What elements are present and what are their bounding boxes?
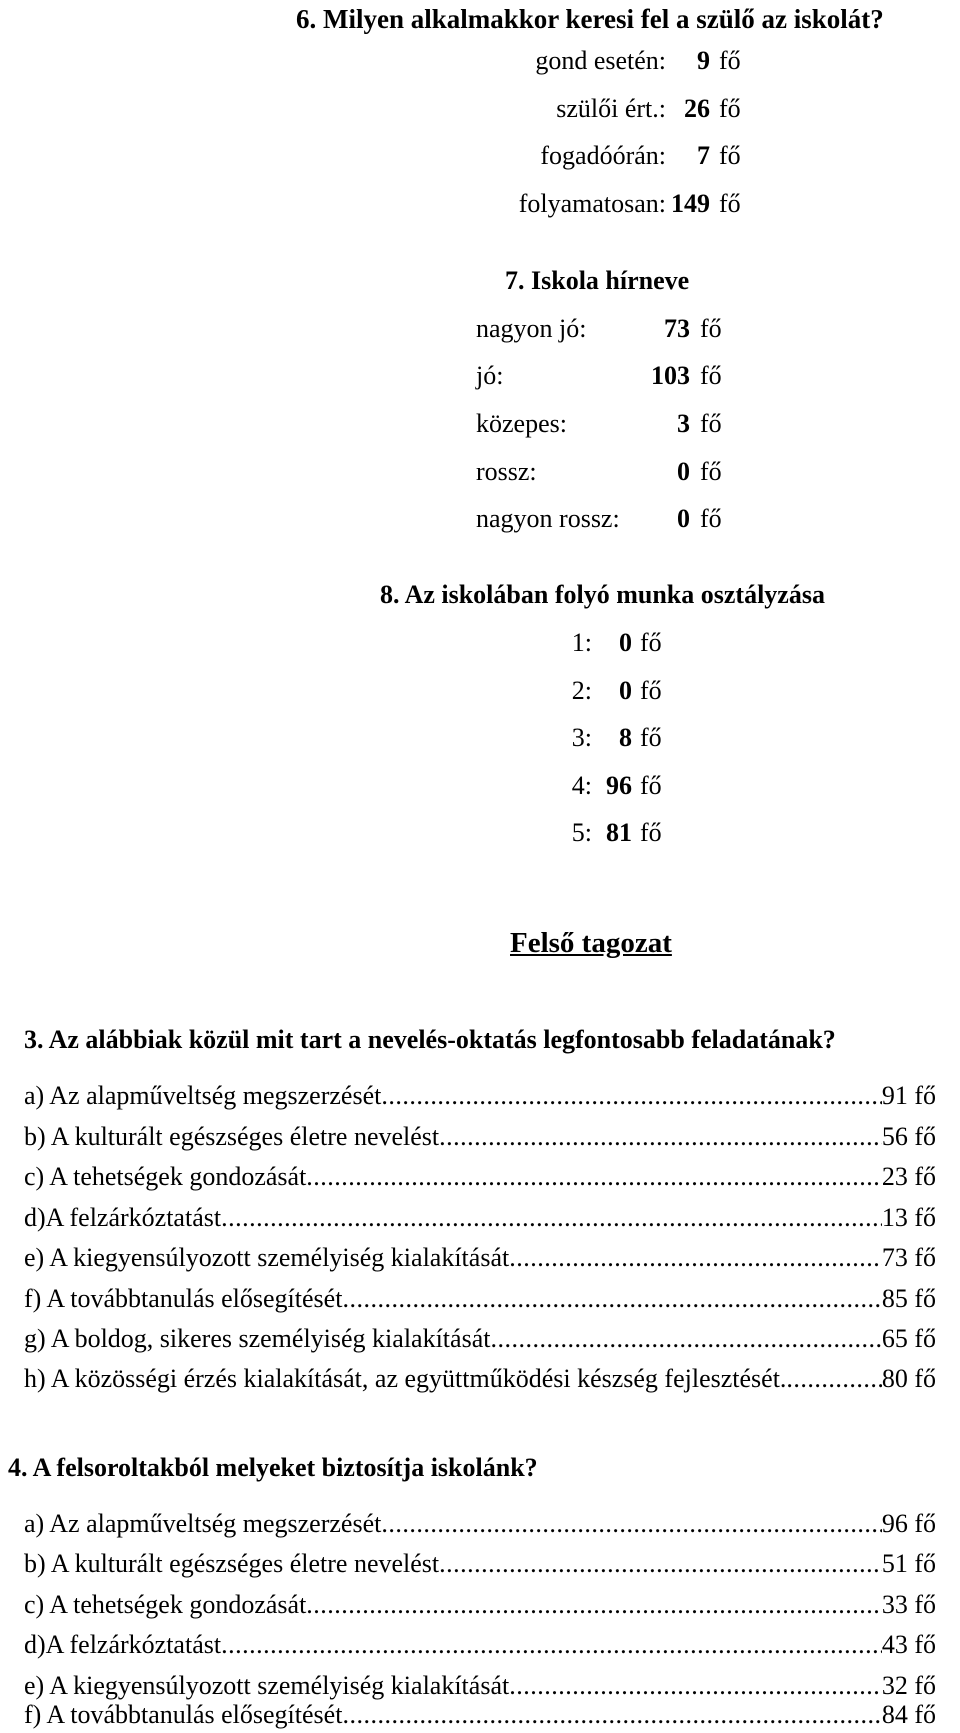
section8-unit: fő <box>640 818 662 847</box>
dot-leader <box>381 1509 881 1539</box>
section8-unit: fő <box>640 723 662 752</box>
q3-item <box>24 1284 936 1314</box>
dot-leader <box>439 1549 882 1579</box>
q3-item <box>24 1162 936 1192</box>
q3-item-value: 91 fő <box>881 1081 936 1110</box>
dot-leader <box>490 1324 881 1354</box>
section7-unit: fő <box>700 361 722 390</box>
q3-item <box>24 1324 936 1354</box>
dot-leader <box>306 1590 882 1620</box>
section6-label: szülői ért.: <box>556 94 666 123</box>
q3-item-label: a) Az alapműveltség megszerzését <box>24 1081 382 1110</box>
section7-unit: fő <box>700 504 722 533</box>
dot-leader <box>221 1203 882 1233</box>
q4-item-label: b) A kulturált egészséges életre nevelést <box>24 1549 440 1578</box>
upper-school-heading: Felső tagozat <box>510 927 672 959</box>
q3-item <box>24 1364 936 1394</box>
q3-item-label: b) A kulturált egészséges életre nevelést <box>24 1122 440 1151</box>
section8-label: 2: <box>571 676 592 705</box>
dot-leader <box>509 1243 882 1273</box>
q4-item <box>24 1590 936 1620</box>
section6-value: 7 <box>697 141 710 170</box>
section8-label: 1: <box>571 628 592 657</box>
section7-value: 3 <box>677 409 690 438</box>
section6-value: 9 <box>697 46 710 75</box>
q3-item-label: g) A boldog, sikeres személyiség kialakítását <box>24 1324 491 1353</box>
section8-title: 8. Az iskolában folyó munka osztályzása <box>380 580 825 609</box>
section7-label: közepes: <box>476 409 567 438</box>
section6-title: 6. Milyen alkalmakkor keresi fel a szülő az iskolát? <box>296 4 884 34</box>
section8-label: 5: <box>571 818 592 847</box>
dot-leader <box>221 1630 882 1660</box>
q3-item-value: 65 fő <box>881 1324 936 1353</box>
q3-item-value: 23 fő <box>881 1162 936 1191</box>
section7-unit: fő <box>700 314 722 343</box>
section7-label: nagyon jó: <box>476 314 587 343</box>
section8-value: 81 <box>606 818 632 847</box>
dot-leader <box>381 1081 881 1111</box>
section6-value: 26 <box>684 94 710 123</box>
section6-unit: fő <box>719 189 741 218</box>
dot-leader <box>509 1671 882 1701</box>
section7-label: nagyon rossz: <box>476 504 620 533</box>
section7-unit: fő <box>700 409 722 438</box>
section7-value: 73 <box>664 314 690 343</box>
section8-label: 4: <box>571 771 592 800</box>
dot-leader <box>306 1162 882 1192</box>
q3-item <box>24 1122 936 1152</box>
section8-value: 0 <box>619 676 632 705</box>
section6-label: gond esetén: <box>535 46 666 75</box>
section7-value: 103 <box>651 361 690 390</box>
section7-label: jó: <box>476 361 504 390</box>
section6-label: fogadóórán: <box>540 141 666 170</box>
q4-item <box>24 1671 936 1701</box>
section7-label: rossz: <box>476 457 537 486</box>
section6-label: folyamatosan: <box>518 189 666 218</box>
section8-unit: fő <box>640 676 662 705</box>
dot-leader <box>342 1700 881 1730</box>
section6-unit: fő <box>719 141 741 170</box>
dot-leader <box>786 1364 881 1394</box>
section8-label: 3: <box>571 723 592 752</box>
section6-value: 149 <box>671 189 710 218</box>
q4-item-label: d)A felzárkóztatást <box>24 1630 222 1659</box>
q4-item <box>24 1509 936 1539</box>
q4-item-label: f) A továbbtanulás elősegítését <box>24 1700 343 1729</box>
q3-item-value: 85 fő <box>881 1284 936 1313</box>
dot-leader <box>342 1284 881 1314</box>
q4-item-label: c) A tehetségek gondozását <box>24 1590 307 1619</box>
q3-item-value: 73 fő <box>881 1243 936 1272</box>
q3-item <box>24 1081 936 1111</box>
section7-value: 0 <box>677 457 690 486</box>
section8-unit: fő <box>640 628 662 657</box>
section8-value: 96 <box>606 771 632 800</box>
q4-item-value: 43 fő <box>881 1630 936 1659</box>
q3-item-value: 13 fő <box>881 1203 936 1232</box>
section8-value: 8 <box>619 723 632 752</box>
q4-item <box>24 1700 936 1730</box>
q4-item-value: 51 fő <box>881 1549 936 1578</box>
q4-item-label: a) Az alapműveltség megszerzését <box>24 1509 382 1538</box>
q4-item-value: 32 fő <box>881 1671 936 1700</box>
q4-title: 4. A felsoroltakból melyeket biztosítja iskolánk? <box>8 1453 538 1482</box>
q4-item-value: 84 fő <box>881 1700 936 1729</box>
q4-item-value: 96 fő <box>881 1509 936 1538</box>
q4-item <box>24 1630 936 1660</box>
q3-item-label: e) A kiegyensúlyozott személyiség kialakítását <box>24 1243 510 1272</box>
section8-unit: fő <box>640 771 662 800</box>
q3-item <box>24 1203 936 1233</box>
dot-leader <box>439 1122 882 1152</box>
section7-unit: fő <box>700 457 722 486</box>
section6-unit: fő <box>719 46 741 75</box>
q3-item-label: f) A továbbtanulás elősegítését <box>24 1284 343 1313</box>
q3-item-value: 56 fő <box>881 1122 936 1151</box>
q4-item <box>24 1549 936 1579</box>
section7-title: 7. Iskola hírneve <box>505 266 690 295</box>
section7-value: 0 <box>677 504 690 533</box>
q3-item-label: h) A közösségi érzés kialakítását, az együttműködési készség fejlesztését. <box>24 1364 787 1393</box>
q4-item-value: 33 fő <box>881 1590 936 1619</box>
section8-value: 0 <box>619 628 632 657</box>
section6-unit: fő <box>719 94 741 123</box>
q3-title: 3. Az alábbiak közül mit tart a nevelés-oktatás legfontosabb feladatának? <box>24 1025 836 1054</box>
q3-item-value: 80 fő <box>881 1364 936 1393</box>
q4-item-label: e) A kiegyensúlyozott személyiség kialakítását <box>24 1671 510 1700</box>
q3-item-label: d)A felzárkóztatást <box>24 1203 222 1232</box>
q3-item <box>24 1243 936 1273</box>
q3-item-label: c) A tehetségek gondozását <box>24 1162 307 1191</box>
